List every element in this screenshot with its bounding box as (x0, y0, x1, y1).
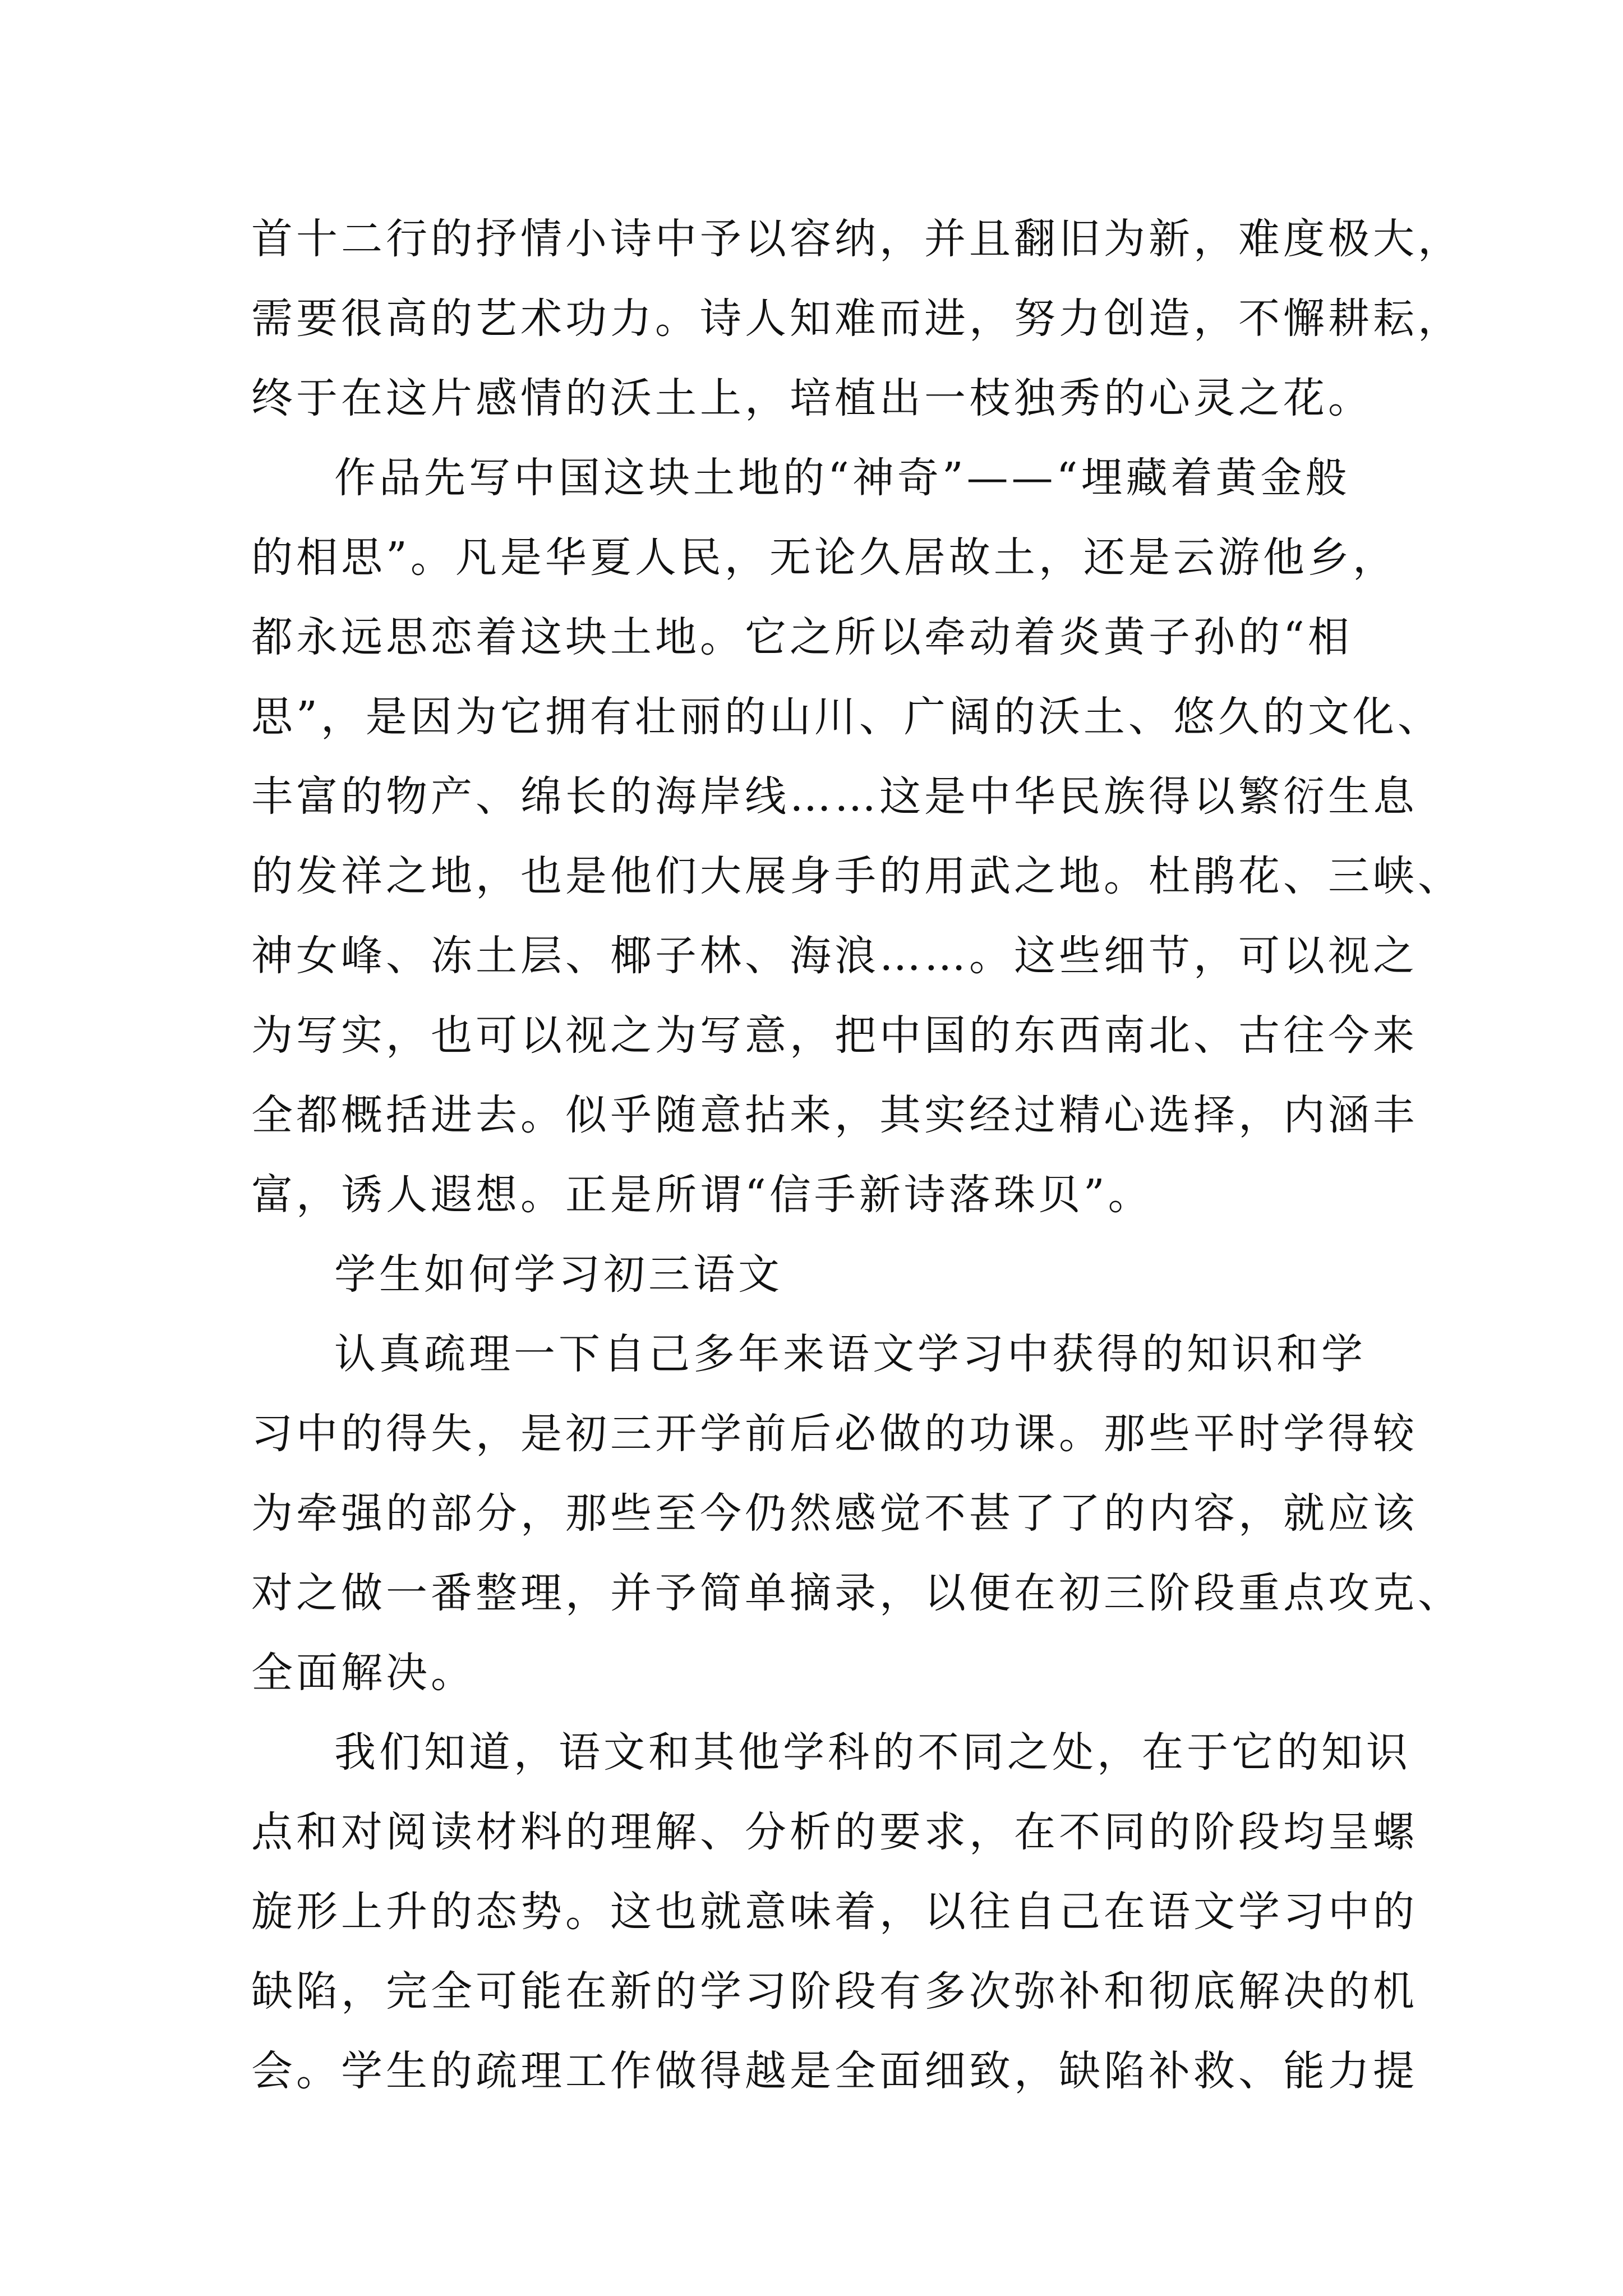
document-body (251, 199, 1463, 2111)
paragraph-first-line: 认真疏理一下自己多年来语文学习中获得的知识和学 (334, 1330, 1366, 1378)
text-line: 的相思”。凡是华夏人民，无论久居故土，还是云游他乡， (251, 533, 1398, 582)
text-line: 富，诱人遐想。正是所谓“信手新诗落珠贝”。 (251, 1171, 1153, 1219)
section-heading: 学生如何学习初三语文 (334, 1250, 783, 1299)
text-line: 首十二行的抒情小诗中予以容纳，并且翻旧为新，难度极大， (251, 215, 1463, 263)
text-line: 习中的得失，是初三开学前后必做的功课。那些平时学得较 (251, 1410, 1418, 1458)
paragraph-first-line: 作品先写中国这块土地的“神奇”——“埋藏着黄金般 (334, 454, 1350, 502)
text-line: 全面解决。 (251, 1649, 476, 1697)
text-line: 丰富的物产、绵长的海岸线……这是中华民族得以繁衍生息 (251, 772, 1418, 821)
text-line: 为牵强的部分，那些至今仍然感觉不甚了了的内容，就应该 (251, 1489, 1418, 1538)
text-line: 旋形上升的态势。这也就意味着，以往自己在语文学习中的 (251, 1888, 1418, 1936)
text-line: 神女峰、冻土层、椰子林、海浪……。这些细节，可以视之 (251, 932, 1418, 980)
text-line: 终于在这片感情的沃土上，培植出一枝独秀的心灵之花。 (251, 374, 1373, 422)
text-line: 需要很高的艺术功力。诗人知难而进，努力创造，不懈耕耘， (251, 295, 1463, 343)
text-line: 缺陷，完全可能在新的学习阶段有多次弥补和彻底解决的机 (251, 1967, 1418, 2016)
text-line: 思”，是因为它拥有壮丽的山川、广阔的沃土、悠久的文化、 (251, 693, 1442, 741)
text-line: 都永远思恋着这块土地。它之所以牵动着炎黄子孙的“相 (251, 613, 1353, 661)
paragraph-first-line: 我们知道，语文和其他学科的不同之处，在于它的知识 (334, 1728, 1411, 1777)
text-line: 为写实，也可以视之为写意，把中国的东西南北、古往今来 (251, 1011, 1418, 1060)
text-line: 点和对阅读材料的理解、分析的要求，在不同的阶段均呈螺 (251, 1808, 1418, 1856)
text-line: 会。学生的疏理工作做得越是全面细致，缺陷补救、能力提 (251, 2047, 1418, 2095)
text-line: 对之做一番整理，并予简单摘录，以便在初三阶段重点攻克、 (251, 1569, 1463, 1617)
text-line: 全都概括进去。似乎随意拈来，其实经过精心选择，内涵丰 (251, 1091, 1418, 1139)
text-line: 的发祥之地，也是他们大展身手的用武之地。杜鹃花、三峡、 (251, 852, 1463, 900)
